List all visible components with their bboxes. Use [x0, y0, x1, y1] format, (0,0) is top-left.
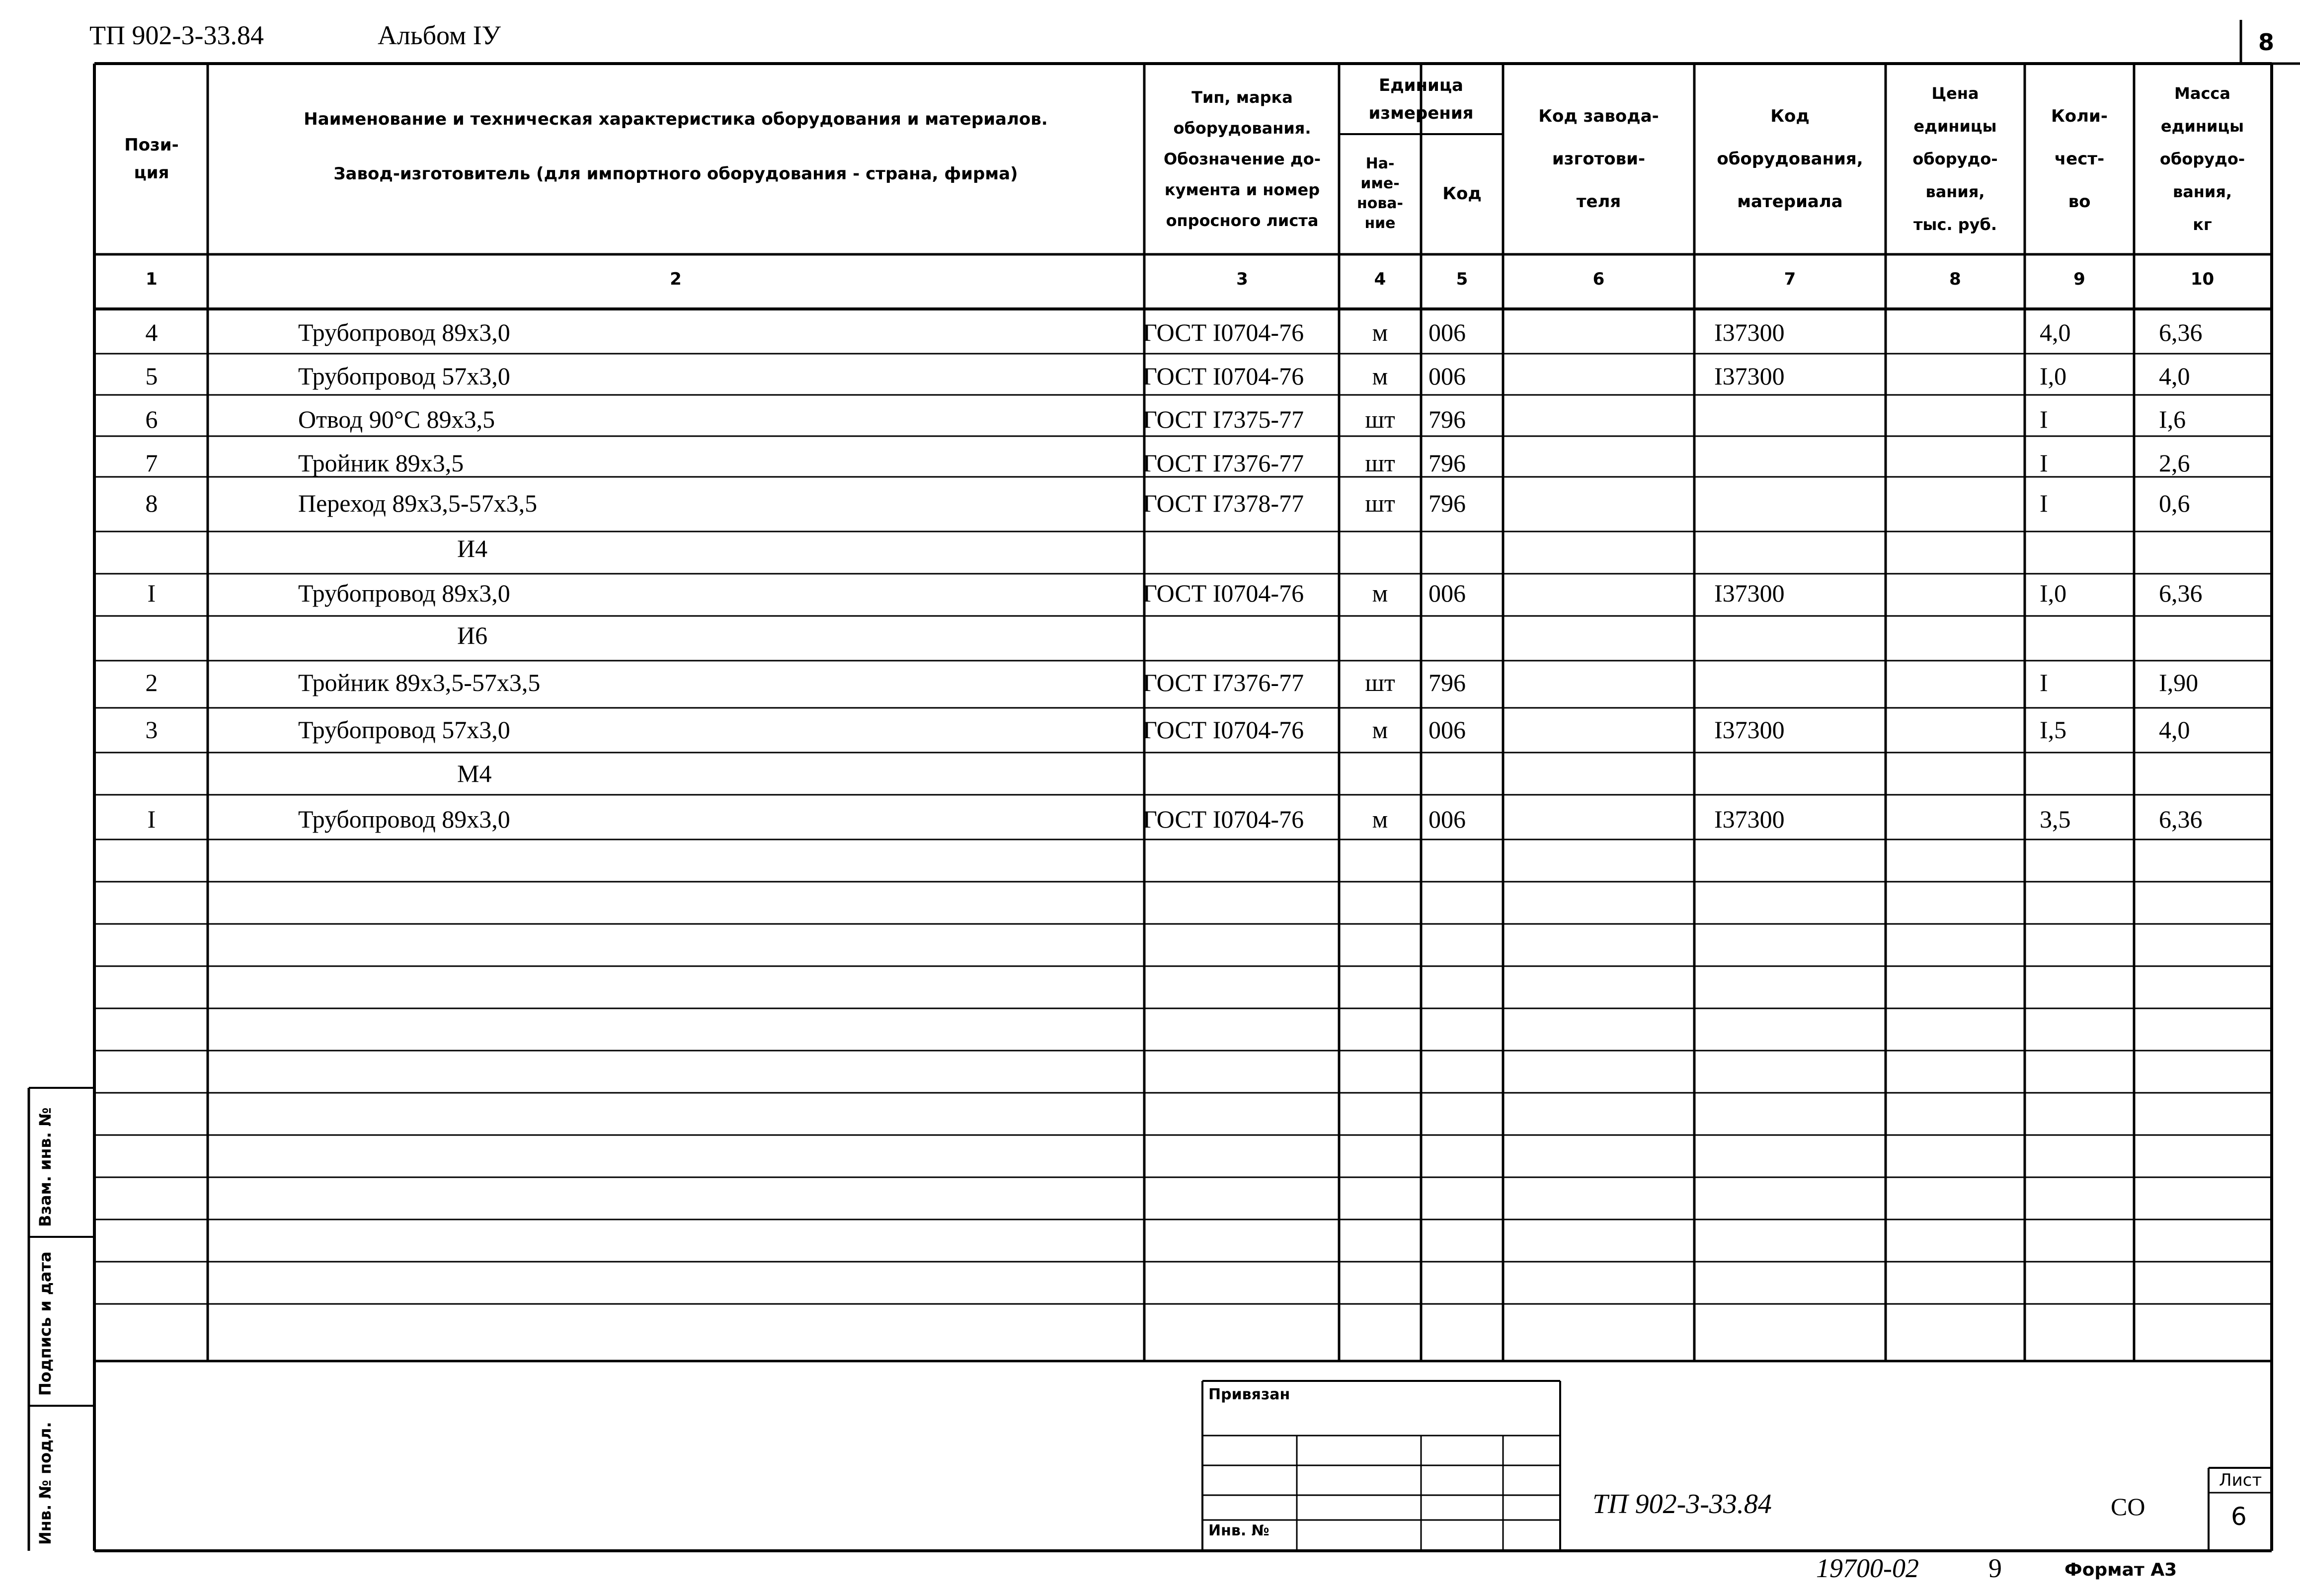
side-label-signature-date: Подпись и дата [36, 1251, 55, 1396]
cell-mass: 6,36 [2159, 579, 2203, 607]
cell-unit-code: 006 [1428, 716, 1466, 744]
column-number: 1 [146, 269, 158, 289]
cell-unit: шт [1365, 669, 1395, 696]
cell-position: 2 [145, 669, 158, 696]
header-unit-name: На- име- нова- ние [1356, 155, 1404, 232]
cell-name: Трубопровод 89х3,0 [298, 318, 510, 346]
cell-name: М4 [457, 760, 492, 787]
cell-unit-code: 006 [1428, 579, 1466, 607]
column-number: 4 [1374, 269, 1386, 289]
cell-quantity: 3,5 [2040, 805, 2071, 833]
cell-quantity: I [2040, 449, 2048, 477]
cell-name: Трубопровод 57х3,0 [298, 362, 510, 390]
header-name-line1: Наименование и техническая характеристика оборудования и материалов. [304, 109, 1048, 129]
cell-mass: 6,36 [2159, 318, 2203, 346]
cell-unit-code: 796 [1428, 405, 1466, 433]
stamp-bound-label: Привязан [1208, 1386, 1290, 1403]
cell-position: 4 [145, 318, 158, 346]
cell-quantity: I,0 [2040, 362, 2067, 390]
column-number: 7 [1784, 269, 1796, 289]
cell-quantity: I,5 [2040, 716, 2067, 744]
cell-unit-code: 006 [1428, 805, 1466, 833]
album-label: Альбом IУ [378, 20, 501, 50]
cell-document: ГОСТ I7376-77 [1143, 449, 1304, 477]
page-corner-number: 8 [2258, 29, 2275, 56]
header-document: Тип, марка оборудования. Обозначение до- кумента и номер опросного листа [1164, 88, 1321, 230]
cell-material-code: I37300 [1714, 579, 1785, 607]
cell-document: ГОСТ I0704-76 [1143, 716, 1304, 744]
cell-mass: 4,0 [2159, 362, 2190, 390]
cell-quantity: I [2040, 669, 2048, 696]
header-position: Пози- ция [124, 135, 179, 183]
header-name-line2: Завод-изготовитель (для импортного оборудования - страна, фирма) [333, 164, 1018, 184]
cell-unit-code: 796 [1428, 489, 1466, 517]
cell-unit: м [1372, 805, 1388, 833]
column-number: 6 [1592, 269, 1605, 289]
footer-format: Формат А3 [2064, 1560, 2177, 1580]
cell-mass: I,6 [2159, 405, 2186, 433]
cell-name: Отвод 90°С 89х3,5 [298, 405, 495, 433]
cell-position: 8 [145, 489, 158, 517]
cell-mass: 4,0 [2159, 716, 2190, 744]
footer-copy-number: 19700-02 [1816, 1553, 1919, 1583]
column-number: 3 [1236, 269, 1248, 289]
cell-unit: м [1372, 579, 1388, 607]
header-quantity: Коли- чест- во [2051, 106, 2108, 212]
column-number: 9 [2073, 269, 2085, 289]
header-unit-mass: Масса единицы оборудо- вания, кг [2159, 84, 2245, 234]
cell-unit-code: 006 [1428, 318, 1466, 346]
stamp-sheet-number: 6 [2231, 1502, 2247, 1531]
cell-material-code: I37300 [1714, 805, 1785, 833]
cell-name: Тройник 89х3,5-57х3,5 [298, 669, 541, 696]
cell-position: 7 [145, 449, 158, 477]
cell-unit-code: 006 [1428, 362, 1466, 390]
cell-mass: 2,6 [2159, 449, 2190, 477]
cell-quantity: I,0 [2040, 579, 2067, 607]
stamp-sheet-label: Лист [2219, 1470, 2262, 1490]
cell-material-code: I37300 [1714, 362, 1785, 390]
side-label-original-inv: Инв. № подл. [36, 1422, 55, 1545]
cell-document: ГОСТ I7375-77 [1143, 405, 1304, 433]
cell-unit-code: 796 [1428, 669, 1466, 696]
cell-unit: м [1372, 318, 1388, 346]
cell-mass: I,90 [2159, 669, 2199, 696]
header-unit-code: Код [1442, 184, 1482, 204]
header-plant-code: Код завода- изготови- теля [1538, 106, 1659, 212]
cell-name: Трубопровод 89х3,0 [298, 579, 510, 607]
cell-unit-code: 796 [1428, 449, 1466, 477]
cell-document: ГОСТ I0704-76 [1143, 579, 1304, 607]
cell-position: 3 [145, 716, 158, 744]
cell-document: ГОСТ I7376-77 [1143, 669, 1304, 696]
cell-name: И4 [457, 534, 488, 562]
cell-mass: 0,6 [2159, 489, 2190, 517]
footer-page-number: 9 [1988, 1553, 2002, 1583]
cell-quantity: 4,0 [2040, 318, 2071, 346]
header-unit-group: Единица измерения [1368, 76, 1474, 123]
cell-quantity: I [2040, 489, 2048, 517]
cell-unit: шт [1365, 405, 1395, 433]
cell-mass: 6,36 [2159, 805, 2203, 833]
cell-name: И6 [457, 621, 488, 649]
cell-document: ГОСТ I0704-76 [1143, 362, 1304, 390]
cell-unit: м [1372, 362, 1388, 390]
cell-unit: шт [1365, 449, 1395, 477]
cell-material-code: I37300 [1714, 318, 1785, 346]
header-unit-price: Цена единицы оборудо- вания, тыс. руб. [1912, 84, 1998, 234]
side-label-replacement-inv: Взам. инв. № [36, 1107, 55, 1227]
column-number: 8 [1949, 269, 1961, 289]
cell-unit: м [1372, 716, 1388, 744]
cell-position: I [147, 579, 156, 607]
cell-position: I [147, 805, 156, 833]
cell-document: ГОСТ I0704-76 [1143, 318, 1304, 346]
cell-document: ГОСТ I7378-77 [1143, 489, 1304, 517]
cell-position: 5 [145, 362, 158, 390]
cell-document: ГОСТ I0704-76 [1143, 805, 1304, 833]
header-material-code: Код оборудования, материала [1717, 106, 1863, 212]
cell-name: Трубопровод 89х3,0 [298, 805, 510, 833]
cell-position: 6 [145, 405, 158, 433]
cell-quantity: I [2040, 405, 2048, 433]
stamp-document-code: ТП 902-3-33.84 [1592, 1489, 1772, 1520]
column-number: 2 [670, 269, 682, 289]
cell-name: Переход 89х3,5-57х3,5 [298, 489, 538, 517]
stamp-stage: СО [2111, 1493, 2145, 1520]
column-number: 5 [1456, 269, 1468, 289]
cell-name: Тройник 89х3,5 [298, 449, 464, 477]
cell-material-code: I37300 [1714, 716, 1785, 744]
stamp-inv-label: Инв. № [1208, 1522, 1269, 1539]
cell-unit: шт [1365, 489, 1395, 517]
cell-name: Трубопровод 57х3,0 [298, 716, 510, 744]
document-code: ТП 902-3-33.84 [89, 20, 264, 50]
column-number: 10 [2190, 269, 2215, 289]
